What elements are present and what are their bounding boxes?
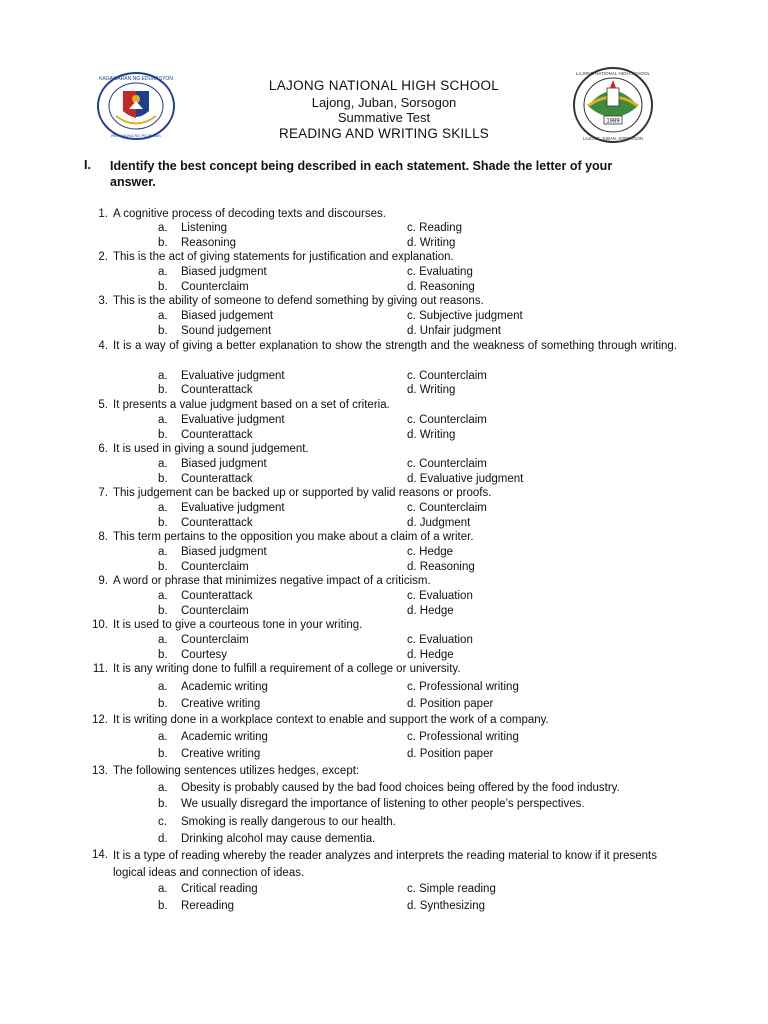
question-number: 2. bbox=[98, 251, 108, 263]
option-b: Rereading bbox=[181, 900, 235, 912]
option-letter: a. bbox=[158, 546, 168, 558]
option-letter: b. bbox=[158, 561, 168, 573]
option-c: Smoking is really dangerous to our health. bbox=[181, 816, 396, 828]
option-letter: a. bbox=[158, 782, 168, 794]
question-number: 12. bbox=[92, 714, 108, 726]
question-text: This is the act of giving statements for justification and explanation. bbox=[113, 251, 454, 263]
option-letter: b. bbox=[158, 605, 168, 617]
subject-title: READING AND WRITING SKILLS bbox=[279, 126, 489, 141]
option-b: Counterattack bbox=[181, 517, 253, 529]
option-a: Biased judgment bbox=[181, 546, 267, 558]
option-letter: a. bbox=[158, 458, 168, 470]
question-number: 1. bbox=[98, 208, 108, 220]
option-c: c. Subjective judgment bbox=[407, 310, 523, 322]
question-text: This judgement can be backed up or supported by valid reasons or proofs. bbox=[113, 487, 492, 499]
option-c: c. Reading bbox=[407, 222, 462, 234]
option-d: d. Reasoning bbox=[407, 281, 475, 293]
option-letter: b. bbox=[158, 900, 168, 912]
option-d: d. Synthesizing bbox=[407, 900, 485, 912]
option-d: d. Hedge bbox=[407, 605, 454, 617]
option-letter: b. bbox=[158, 281, 168, 293]
question-text: It is any writing done to fulfill a requirement of a college or university. bbox=[113, 663, 461, 675]
option-letter: b. bbox=[158, 748, 168, 760]
option-c: c. Professional writing bbox=[407, 681, 519, 693]
option-a: Listening bbox=[181, 222, 228, 234]
instruction-number: I. bbox=[84, 158, 91, 172]
option-b: Creative writing bbox=[181, 748, 261, 760]
option-c: c. Counterclaim bbox=[407, 370, 487, 382]
option-letter: b. bbox=[158, 473, 168, 485]
question-number: 11. bbox=[92, 663, 108, 675]
option-letter: d. bbox=[158, 833, 168, 845]
option-d: Drinking alcohol may cause dementia. bbox=[181, 833, 376, 845]
option-c: c. Simple reading bbox=[407, 883, 496, 895]
question-number: 8. bbox=[98, 531, 108, 543]
option-a: Biased judgment bbox=[181, 458, 267, 470]
question-number: 10. bbox=[92, 619, 108, 631]
option-c: c. Professional writing bbox=[407, 731, 519, 743]
question-number: 4. bbox=[98, 340, 108, 352]
question-text: It is used to give a courteous tone in your writing. bbox=[113, 619, 363, 631]
option-b: Counterclaim bbox=[181, 561, 249, 573]
option-c: c. Evaluating bbox=[407, 266, 473, 278]
question-number: 9. bbox=[98, 575, 108, 587]
option-a: Biased judgement bbox=[181, 310, 274, 322]
option-letter: b. bbox=[158, 429, 168, 441]
question-text: It is writing done in a workplace context to enable and support the work of a company. bbox=[113, 714, 549, 726]
question-number: 3. bbox=[98, 295, 108, 307]
option-letter: a. bbox=[158, 883, 168, 895]
question-number: 14. bbox=[92, 849, 108, 861]
option-c: c. Counterclaim bbox=[407, 414, 487, 426]
option-d: d. Position paper bbox=[407, 698, 494, 710]
option-c: c. Evaluation bbox=[407, 590, 473, 602]
option-letter: a. bbox=[158, 681, 168, 693]
left-seal-text-bottom: REPUBLIKA NG PILIPINAS bbox=[111, 133, 161, 138]
option-a: Counterclaim bbox=[181, 634, 249, 646]
option-c: c. Hedge bbox=[407, 546, 454, 558]
option-d: d. Judgment bbox=[407, 517, 471, 529]
option-a: Obesity is probably caused by the bad food choices being offered by the food industry. bbox=[181, 782, 620, 794]
option-letter: b. bbox=[158, 384, 168, 396]
school-address: Lajong, Juban, Sorsogon bbox=[311, 95, 457, 110]
option-a: Critical reading bbox=[181, 883, 258, 895]
school-name: LAJONG NATIONAL HIGH SCHOOL bbox=[268, 78, 500, 93]
option-letter: b. bbox=[158, 325, 168, 337]
question-text: A word or phrase that minimizes negative impact of a criticism. bbox=[113, 575, 431, 587]
option-b: Creative writing bbox=[181, 698, 261, 710]
option-letter: a. bbox=[158, 634, 168, 646]
option-b: Courtesy bbox=[181, 649, 228, 661]
right-seal-text-bottom: LAJONG, JUBAN, SORSOGON bbox=[583, 136, 643, 141]
option-b: We usually disregard the importance of listening to other people’s perspectives. bbox=[181, 798, 585, 810]
option-letter: c. bbox=[158, 816, 167, 828]
option-d: d. Hedge bbox=[407, 649, 454, 661]
question-text: This term pertains to the opposition you make about a claim of a writer. bbox=[113, 531, 474, 543]
option-a: Academic writing bbox=[181, 681, 268, 693]
option-letter: a. bbox=[158, 222, 168, 234]
option-b: Counterattack bbox=[181, 384, 253, 396]
option-d: d. Position paper bbox=[407, 748, 494, 760]
option-c: c. Evaluation bbox=[407, 634, 473, 646]
question-text: It presents a value judgment based on a set of criteria. bbox=[113, 399, 390, 411]
option-b: Counterattack bbox=[181, 473, 253, 485]
option-a: Counterattack bbox=[181, 590, 253, 602]
question-text: A cognitive process of decoding texts and discourses. bbox=[113, 208, 386, 220]
option-d: d. Writing bbox=[407, 237, 456, 249]
option-letter: b. bbox=[158, 517, 168, 529]
question-text: It is a type of reading whereby the reader analyzes and interprets the reading material to know if it presents logical ideas and connection of ideas. bbox=[113, 850, 657, 879]
left-seal-text-top: KAGAWARAN NG EDUKASYON bbox=[99, 76, 173, 82]
option-c: c. Counterclaim bbox=[407, 502, 487, 514]
option-letter: a. bbox=[158, 310, 168, 322]
option-letter: a. bbox=[158, 590, 168, 602]
option-letter: b. bbox=[158, 649, 168, 661]
option-a: Academic writing bbox=[181, 731, 268, 743]
option-letter: a. bbox=[158, 414, 168, 426]
option-d: d. Writing bbox=[407, 429, 456, 441]
option-letter: a. bbox=[158, 731, 168, 743]
right-seal-year: 1989 bbox=[606, 118, 620, 125]
option-b: Counterclaim bbox=[181, 281, 249, 293]
option-d: d. Unfair judgment bbox=[407, 325, 501, 337]
option-b: Reasoning bbox=[181, 237, 236, 249]
question-number: 13. bbox=[92, 765, 108, 777]
option-b: Counterclaim bbox=[181, 605, 249, 617]
question-text: The following sentences utilizes hedges, except: bbox=[113, 765, 360, 777]
test-type: Summative Test bbox=[337, 110, 431, 125]
option-a: Evaluative judgment bbox=[181, 414, 285, 426]
instruction-text: Identify the best concept being described in each statement. Shade the letter of your answer. bbox=[110, 159, 613, 189]
option-letter: b. bbox=[158, 237, 168, 249]
option-letter: b. bbox=[158, 698, 168, 710]
option-letter: a. bbox=[158, 370, 168, 382]
option-b: Sound judgement bbox=[181, 325, 272, 337]
question-text: It is used in giving a sound judgement. bbox=[113, 443, 309, 455]
option-d: d. Reasoning bbox=[407, 561, 475, 573]
question-number: 6. bbox=[98, 443, 108, 455]
question-text: It is a way of giving a better explanation to show the strength and the weakness of something through writing. bbox=[113, 340, 677, 352]
option-a: Biased judgment bbox=[181, 266, 267, 278]
option-b: Counterattack bbox=[181, 429, 253, 441]
option-d: d. Evaluative judgment bbox=[407, 473, 524, 485]
option-a: Evaluative judgment bbox=[181, 370, 285, 382]
question-text: This is the ability of someone to defend something by giving out reasons. bbox=[113, 295, 484, 307]
option-d: d. Writing bbox=[407, 384, 456, 396]
option-letter: b. bbox=[158, 798, 168, 810]
option-a: Evaluative judgment bbox=[181, 502, 285, 514]
option-c: c. Counterclaim bbox=[407, 458, 487, 470]
right-seal-text-top: LAJONG NATIONAL HIGH SCHOOL bbox=[575, 71, 651, 76]
question-number: 7. bbox=[98, 487, 108, 499]
question-number: 5. bbox=[98, 399, 108, 411]
option-letter: a. bbox=[158, 266, 168, 278]
option-letter: a. bbox=[158, 502, 168, 514]
